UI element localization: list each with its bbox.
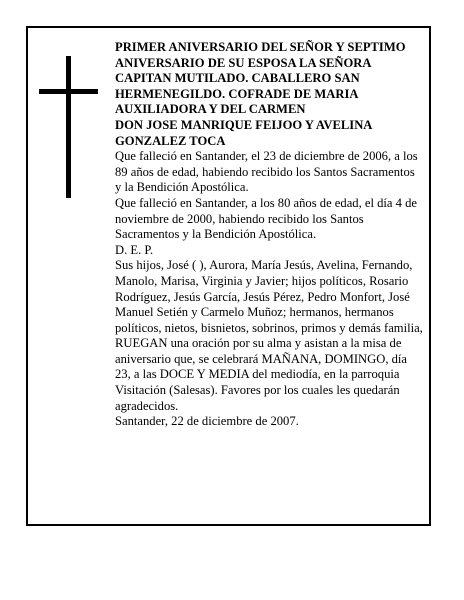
mass-request: RUEGAN una oración por su alma y asistan a la misa de aniversario que, se celebrará MAÑANA, DOMINGO, día 23, a las DOCE Y MEDIA del mediodía, en la parroquia Visitación (Salesas). Favores por los cuales les quedarán agradecidos. [115, 336, 408, 413]
notice-headline: PRIMER ANIVERSARIO DEL SEÑOR Y SEPTIMO ANIVERSARIO DE SU ESPOSA LA SEÑORA CAPITAN MUTILADO. CABALLERO SAN HERMENEGILDO. COFRADE DE MARIA AUXILIADORA Y DEL CARMEN [115, 40, 406, 117]
death-notice-her: Que falleció en Santander, a los 80 años de edad, el día 4 de noviembre de 2000, habiendo recibido los Santos Sacramentos y la Bendición Apostólica. [115, 195, 417, 242]
place-date: Santander, 22 de diciembre de 2007. [115, 414, 299, 429]
obituary-notice [26, 26, 431, 526]
notice-text [115, 40, 423, 430]
cross-vertical-bar [66, 56, 71, 198]
cross-horizontal-bar [39, 89, 98, 94]
deceased-names: DON JOSE MANRIQUE FEIJOO Y AVELINA GONZALEZ TOCA [115, 117, 372, 148]
death-notice-him: Que falleció en Santander, el 23 de diciembre de 2006, a los 89 años de edad, habiendo recibido los Santos Sacramentos y la Bendición Apostólica. [115, 149, 418, 195]
rip-line: D. E. P. [115, 242, 154, 257]
family-list: Sus hijos, José ( ), Aurora, María Jesús, Avelina, Fernando, Manolo, Marisa, Virginia y Javier; hijos políticos, Rosario Rodríguez, Jesús García, Jesús Pérez, Pedro Monfort, José Manuel Setién y Carmelo Muñoz; hermanos, hermanos políticos, nietos, bisnietos, sobrinos, primos y demás familia, [115, 258, 423, 335]
